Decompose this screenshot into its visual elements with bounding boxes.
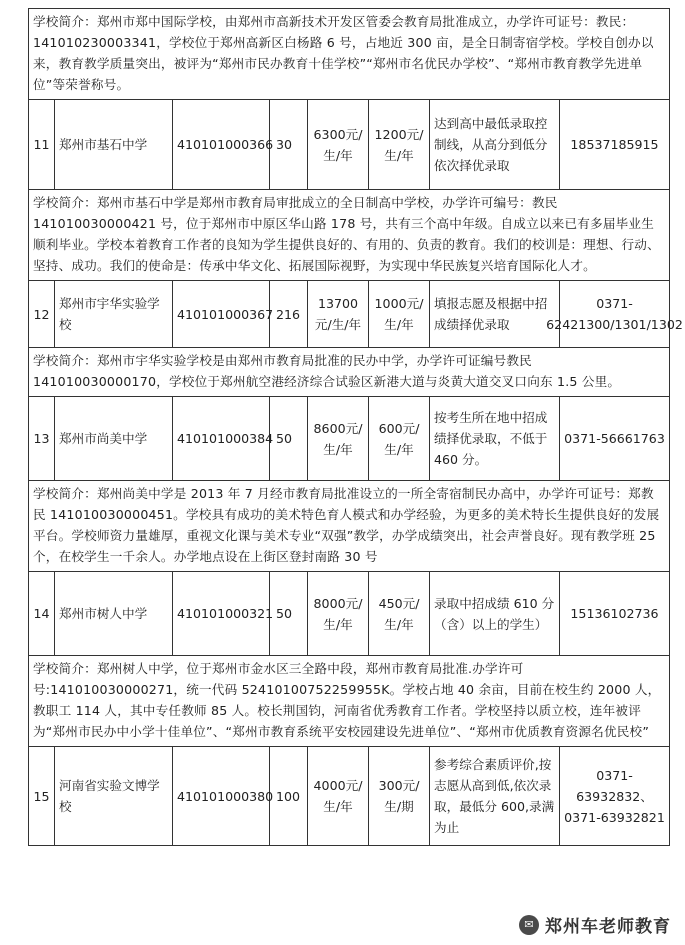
school-code: 410101000366	[173, 100, 270, 189]
row-number: 12	[29, 281, 55, 347]
admission-rule: 参考综合素质评价,按志愿从高到低,依次录取，最低分 600,录满为止	[430, 747, 560, 845]
enroll-plan: 50	[270, 572, 308, 655]
enroll-plan: 50	[270, 397, 308, 480]
school-name: 郑州市树人中学	[55, 572, 173, 655]
boarding-fee: 1000元/生/年	[369, 281, 430, 347]
admission-table	[28, 8, 683, 846]
tuition-fee: 13700元/生/年	[308, 281, 369, 347]
school-code: 410101000380	[173, 747, 270, 845]
school-intro: 学校简介：郑州树人中学，位于郑州市金水区三全路中段，郑州市教育局批准.办学许可号:141010030000271，统一代码 52410100752259955K。学校占地 40 余亩，目前在校生约 2000 人，教职工 114 人，其中专任教师 85 人。校长荆国钧，河南省优秀教育工作者。学校坚持以质立校，连年被评为“郑州市民办中小学十佳单位”、“郑州市教育系统平安校园建设先进单位”、“郑州市优质教育资源名优民校”	[29, 656, 669, 747]
school-code: 410101000384	[173, 397, 270, 480]
school-name: 河南省实验文博学校	[55, 747, 173, 845]
school-code: 410101000321	[173, 572, 270, 655]
enroll-plan: 100	[270, 747, 308, 845]
table-row	[29, 281, 683, 348]
boarding-fee: 600元/生/年	[369, 397, 430, 480]
phone: 18537185915	[570, 137, 659, 152]
row-number: 14	[29, 572, 55, 655]
tuition-fee: 4000元/生/年	[308, 747, 369, 845]
wechat-icon: ✉	[519, 915, 539, 935]
row-number: 11	[29, 100, 55, 189]
boarding-fee: 450元/生/年	[369, 572, 430, 655]
tuition-fee: 8600元/生/年	[308, 397, 369, 480]
table-row	[29, 572, 669, 656]
phone: 0371-56661763	[564, 431, 665, 446]
boarding-fee: 300元/生/期	[369, 747, 430, 845]
school-intro: 学校简介：郑州市宇华实验学校是由郑州市教育局批准的民办中学，办学许可证编号教民141010030000170，学校位于郑州航空港经济综合试验区新港大道与炎黄大道交叉口向东 1.5 公里。	[29, 348, 669, 397]
phone: 0371-63932832、0371-63932821	[564, 767, 665, 825]
watermark	[513, 910, 677, 939]
school-name: 郑州市尚美中学	[55, 397, 173, 480]
school-intro: 学校简介：郑州尚美中学是 2013 年 7 月经市教育局批准设立的一所全寄宿制民办高中，办学许可证号：郑教民 141010030000451。学校具有成功的美术特色育人模式和办学经验，为更多的美术特长生提供良好的发展平台。学校师资力量雄厚，重视文化课与美术专业“双强”教学，办学成绩突出，社会声誉良好。现有教学班 25 个，在校学生一千余人。办学地点设在上街区登封南路 30 号	[29, 481, 669, 572]
school-intro-zzzz: 学校简介：郑州市郑中国际学校，由郑州市高新技术开发区管委会教育局批准成立，办学许可证号：教民：141010230003341，学校位于郑州高新区白杨路 6 号，占地近 300 亩，是全日制寄宿学校。学校自创办以来，教育教学质量突出，被评为“郑州市民办教育十佳学校”“郑州市名优民办学校”、“郑州市教育教学先进单位”等荣誉称号。	[29, 9, 669, 100]
row-number: 13	[29, 397, 55, 480]
tuition-fee: 6300元/生/年	[308, 100, 369, 189]
table-row	[29, 100, 669, 190]
admission-rule: 录取中招成绩 610 分（含）以上的学生）	[430, 572, 560, 655]
school-intro: 学校简介：郑州市基石中学是郑州市教育局审批成立的全日制高中学校，办学许可编号：教民141010030000421 号，位于郑州市中原区华山路 178 号，共有三个高中年级。自成立以来已有多届毕业生顺利毕业。学校本着教育工作者的良知为学生提供良好的、有用的、负责的教育。我们的校训是：理想、行动、坚持、成功。我们的使命是：传承中华文化、拓展国际视野，为实现中华民族复兴培育国际化人才。	[29, 190, 669, 281]
phone: 15136102736	[570, 606, 659, 621]
school-name: 郑州市基石中学	[55, 100, 173, 189]
school-name: 郑州市宇华实验学校	[55, 281, 173, 347]
table-row	[29, 397, 669, 481]
tuition-fee: 8000元/生/年	[308, 572, 369, 655]
admission-rule: 填报志愿及根据中招成绩择优录取	[430, 281, 560, 347]
enroll-plan: 216	[270, 281, 308, 347]
admission-rule: 达到高中最低录取控制线，从高分到低分依次择优录取	[430, 100, 560, 189]
watermark-text: 郑州车老师教育	[545, 917, 671, 937]
row-number: 15	[29, 747, 55, 845]
boarding-fee: 1200元/生/年	[369, 100, 430, 189]
table-row	[29, 747, 669, 846]
admission-rule: 按考生所在地中招成绩择优录取，不低于 460 分。	[430, 397, 560, 480]
enroll-plan: 30	[270, 100, 308, 189]
school-code: 410101000367	[173, 281, 270, 347]
phone: 0371-62421300/1301/1302	[546, 296, 683, 332]
